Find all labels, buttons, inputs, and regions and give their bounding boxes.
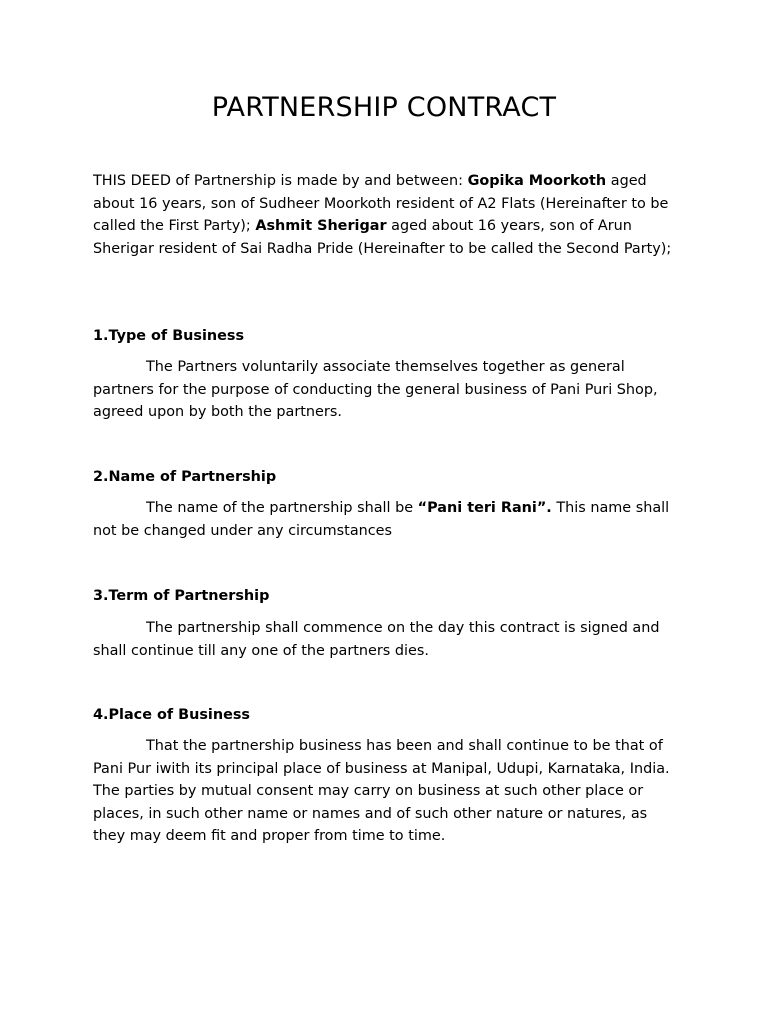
first-party-name: Gopika Moorkoth — [467, 173, 607, 189]
intro-text-1: THIS DEED of Partnership is made by and between: — [93, 173, 468, 189]
section-paragraph: The partnership shall commence on the day this contract is signed and shall continue till any one of the partners dies. — [93, 620, 660, 659]
partnership-name: “Pani teri Rani”. — [417, 500, 552, 516]
section-body-name-of-partnership — [93, 497, 683, 542]
section-body-type-of-business — [93, 356, 683, 424]
section-body-term-of-partnership — [93, 617, 683, 662]
section-paragraph: The Partners voluntarily associate themselves together as general partners for the purpose of conducting the general business of Pani Puri Shop, agreed upon by both the partners. — [93, 359, 658, 421]
intro-text-2: aged about 16 years, son of Sudheer Moorkoth resident of A2 Flats (Hereinafter to be called the First Party); — [93, 173, 669, 235]
page-title: PARTNERSHIP CONTRACT — [211, 92, 557, 123]
section-heading-place-of-business: 4.Place of Business — [93, 707, 250, 723]
section-paragraph: That the partnership business has been and shall continue to be that of Pani Pur iwith its principal place of business at Manipal, Udupi, Karnataka, India. The parties by mutual consent may carry on business at such other place or places, in such other name or names and of such other nature or natures, as they may deem fit and proper from time to time. — [93, 738, 670, 845]
section-body-place-of-business — [93, 735, 683, 848]
section-text: This name shall not be changed under any circumstances — [93, 500, 670, 539]
section-text: The name of the partnership shall be — [146, 500, 418, 516]
intro-paragraph — [93, 170, 683, 260]
section-paragraph — [93, 497, 683, 542]
second-party-name: Ashmit Sherigar — [255, 218, 387, 235]
intro-text-3: aged about 16 years, son of Arun Sherigar resident of Sai Radha Pride (Hereinafter to be called the Second Party); — [93, 218, 672, 257]
section-heading-type-of-business: 1.Type of Business — [93, 328, 245, 344]
section-heading-name-of-partnership: 2.Name of Partnership — [93, 469, 277, 485]
section-heading-term-of-partnership: 3.Term of Partnership — [93, 588, 270, 604]
